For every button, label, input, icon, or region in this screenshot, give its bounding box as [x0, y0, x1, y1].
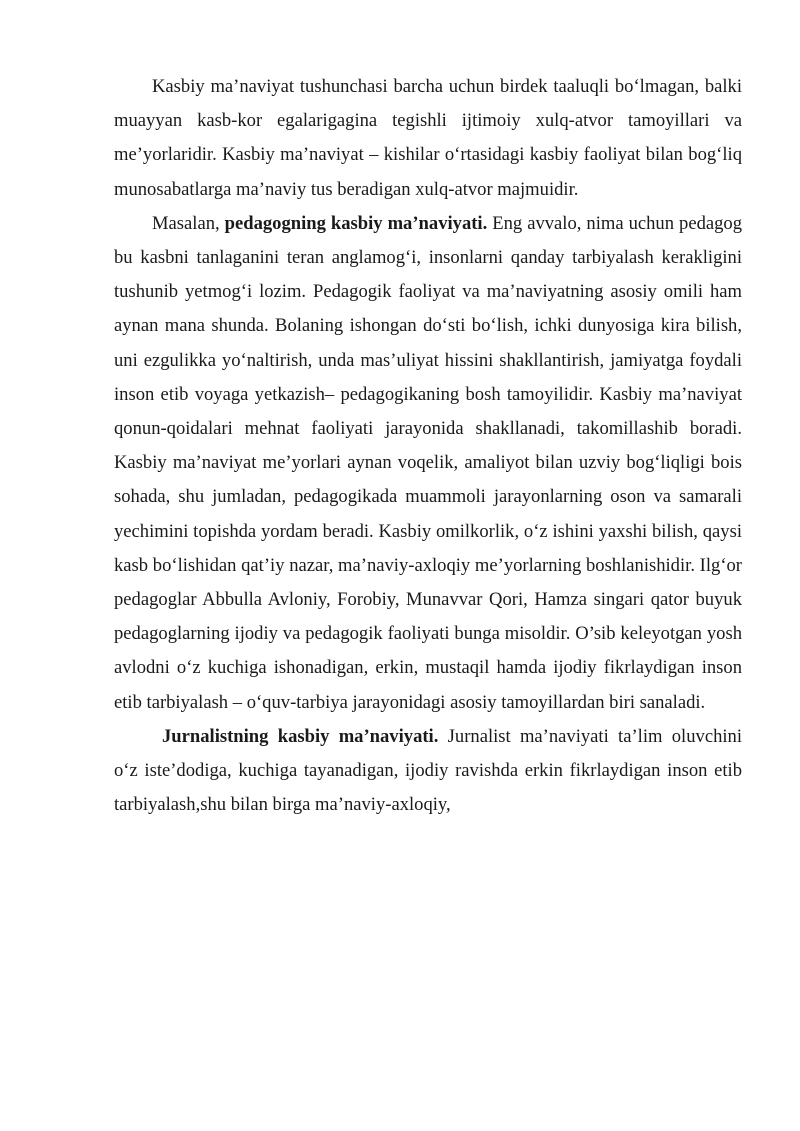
document-page [114, 70, 742, 822]
paragraph-text: Jurnalist ma’naviyati ta’lim oluvchini o‘z iste’dodiga, kuchiga tayanadigan, ijodiy ravishda erkin fikrlaydigan inson etib tarbiyalash,shu bilan birga ma’naviy-axloqiy, [114, 725, 742, 816]
paragraph-professional-spirituality [114, 70, 742, 207]
paragraph-pedagogue-spirituality [114, 207, 742, 720]
paragraph-journalist-spirituality [114, 720, 742, 823]
paragraph-heading-bold: Jurnalistning kasbiy ma’naviyati. [162, 725, 439, 747]
paragraph-text: Kasbiy ma’naviyat tushunchasi barcha uchun birdek taaluqli bo‘lmagan, balki muayyan kasb-kor egalarigagina tegishli ijtimoiy xulq-atvor tamoyillari va me’yorlaridir. Kasbiy ma’naviyat – kishilar o‘rtasidagi kasbiy faoliyat bilan bog‘liq munosabatlarga ma’naviy tus beradigan xulq-atvor majmuidir. [114, 76, 742, 200]
paragraph-heading-bold: pedagogning kasbiy ma’naviyati. [224, 212, 488, 234]
paragraph-lead: Masalan, [152, 212, 225, 234]
paragraph-text: Eng avvalo, nima uchun pedagog bu kasbni tanlaganini teran anglamog‘i, insonlarni qanday tarbiyalash kerakligini tushunib yetmog‘i lozim. Pedagogik faoliyat va ma’naviyatning asosiy omili ham aynan mana shunda. Bolaning ishongan do‘sti bo‘lish, ichki dunyosiga kira bilish, uni ezgulikka yo‘naltirish, unda mas’uliyat hissini shakllantirish, jamiyatga foydali inson etib voyaga yetkazish– pedagogikaning bosh tamoyilidir. Kasbiy ma’naviyat qonun-qoidalari mehnat faoliyati jarayonida shakllanadi, takomillashib boradi. Kasbiy ma’naviyat me’yorlari aynan voqelik, amaliyot bilan uzviy bog‘liqligi bois sohada, shu jumladan, pedagogikada muammoli jarayonlarning oson va samarali yechimini topishda yordam beradi. Kasbiy omilkorlik, o‘z ishini yaxshi bilish, qaysi kasb bo‘lishidan qat’iy nazar, ma’naviy-axloqiy me’yorlarning boshlanishidir. Ilg‘or pedagoglar Abbulla Avloniy, Forobiy, Munavvar Qori, Hamza singari qator buyuk pedagoglarning ijodiy va pedagogik faoliyati bunga misoldir. O’sib keleyotgan yosh avlodni o‘z kuchiga ishonadigan, erkin, mustaqil hamda ijodiy fikrlaydigan inson etib tarbiyalash – o‘quv-tarbiya jarayonidagi asosiy tamoyillardan biri sanaladi. [114, 212, 743, 713]
